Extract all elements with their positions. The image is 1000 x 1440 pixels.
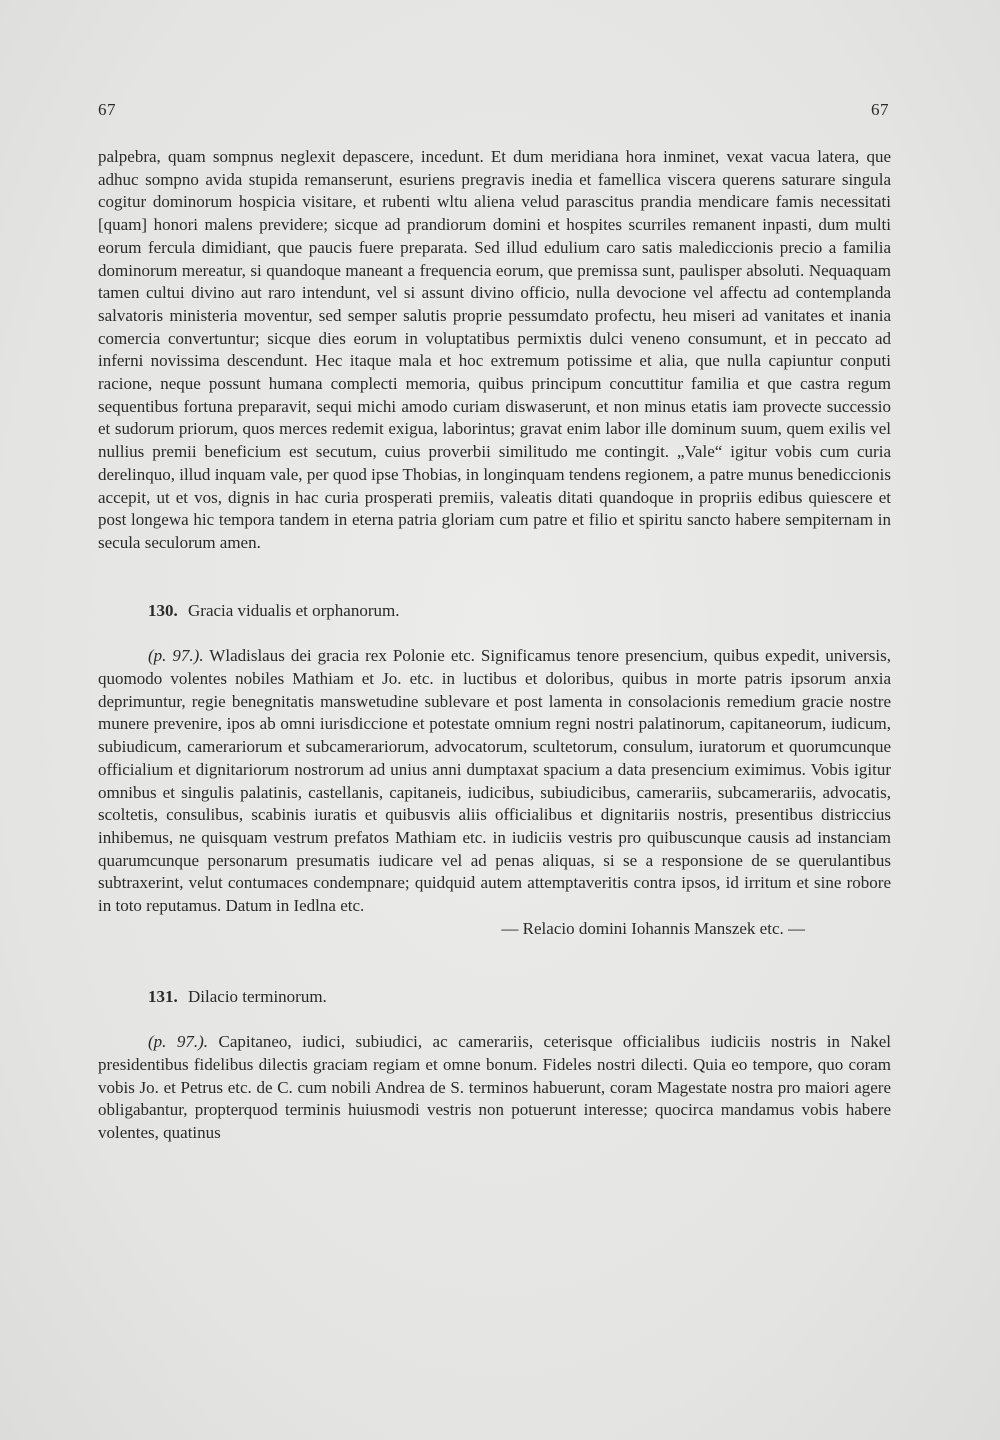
section-title: Dilacio terminorum. (188, 986, 327, 1006)
section-heading-131 (148, 986, 891, 1009)
section-text: Capitaneo, iudici, subiudici, ac camerariis, ceterisque officialibus iudiciis nostris in Nakel presidentibus fidelibus dilectis graciam regiam et omne bonum. Fideles nostri dilecti. Quia eo tempore, quo coram vobis Jo. et Petrus etc. de C. cum nobili Andrea de S. terminos habuerunt, coram Magestate nostra pro maiori agere obligabantur, propterquod terminis huiusmodi vestris non potuerunt interesse; quocirca mandamus vobis habere volentes, quatinus (98, 1032, 892, 1143)
section-number: 131. (148, 986, 178, 1006)
section-body-130 (98, 645, 891, 917)
section-body-131 (98, 1031, 891, 1145)
page-content (98, 146, 891, 1145)
page-number-left: 67 (98, 100, 116, 119)
section-text: Wladislaus dei gracia rex Polonie etc. Significamus tenore presencium, quibus expedit, universis, quomodo volentes nobiles Mathiam et Jo. etc. in luctibus et doloribus, quibus in morte patris ipsorum anxia deprimuntur, regie benegnitatis manswetudine sublevare et post lamenta in consolacionis remedium gracie nostre munere prevenire, ipos ab omni iurisdiccione et potestate omnium regni nostri palatinorum, capitaneorum, iudicum, subiudicum, camerariorum et subcamerariorum, advocatorum, scultetorum, consulum, iuratorum et quorumcunque officialium et dignitariorum nostrorum ad unius anni dumptaxat spacium a data presencium eximimus. Vobis igitur omnibus et singulis palatinis, castellanis, capitaneis, iudicibus, subiudicibus, camerariis, subcamerariis, advocatis, scoltetis, consulibus, scabinis iuratis et quibusvis aliis officialibus et dignitariis nostris, presentibus districcius inhibemus, ne quisquam vestrum prefatos Mathiam etc. in iudiciis vestris pro quibuscunque causis ad instanciam quarumcunque personarum presumatis iudicare vel ad penas aliquas, si se a responsione de se querulantibus subtraxerint, velut contumaces condempnare; quidquid autem attemptaveritis contra ipsos, id irritum et sine robore in toto reputamus. Datum in Iedlna etc. (98, 646, 891, 916)
section-number: 130. (148, 600, 178, 620)
relacio-line: — Relacio domini Iohannis Manszek etc. — (501, 918, 805, 938)
section-title: Gracia vidualis et orphanorum. (188, 600, 400, 620)
section-heading-130 (148, 600, 891, 623)
intro-paragraph: palpebra, quam sompnus neglexit depascere, incedunt. Et dum meridiana hora inminet, vexat vacua latera, que adhuc sompno avida stupida remanserunt, esuriens pregravis inedia et famellica viscera querens saturare singula cogitur dominorum hospicia visitare, et rubenti wltu aliena velud parascitus prandia mendicare famis necessitati [quam] honori malens previdere; sicque ad prandiorum domini et hospites scurriles remanent inpasti, dum multi eorum fercula dimidiant, que paucis fuere preparata. Sed illud edulium caro satis malediccionis precio a familia dominorum mereatur, si quandoque maneant a frequencia eorum, que premissa sunt, paulisper absoluti. Nequaquam tamen cultui divino aut raro intendunt, vel si assunt divino officio, nulla devocione vel affectu ad contemplanda salvatoris ministeria moventur, sed semper salutis proprie pessumdato profectu, heu miseri ad vanitates et inania comercia convertuntur; sicque dies eorum in voluptatibus permixtis dulci veneno consumunt, et in peccato ad inferni novissima descendunt. Hec itaque mala et hoc extremum potissime et alia, que nulla capiuntur conputi racione, neque possunt humana complecti memoria, quibus principum concuttitur familia et que castra regum sequentibus fortuna preparavit, sequi michi amodo curiam diswaserunt, et non minus etatis iam provecte successio et sudorum priorum, quos merces redemit exigua, laborintus; gravat enim labor ille dominum suum, quem exilis vel nullius premii beneficium est secutum, cuius proverbii similitudo me contingit. „Vale“ igitur vobis cum curia derelinquo, illud inquam vale, per quod ipse Thobias, in longinquam tendens regionem, a patre munus benediccionis accepit, ut et vos, dignis in hac curia prosperati premiis, valeatis ditati quandoque in propriis edibus quiescere et post longewa hic tempora tandem in eterna patria gloriam cum patre et filio et spiritu sancto habere sempiternam in secula seculorum amen. (98, 147, 891, 552)
page-number-right: 67 (871, 100, 889, 119)
page-reference: (p. 97.). (148, 646, 204, 666)
page-reference: (p. 97.). (148, 1032, 209, 1052)
